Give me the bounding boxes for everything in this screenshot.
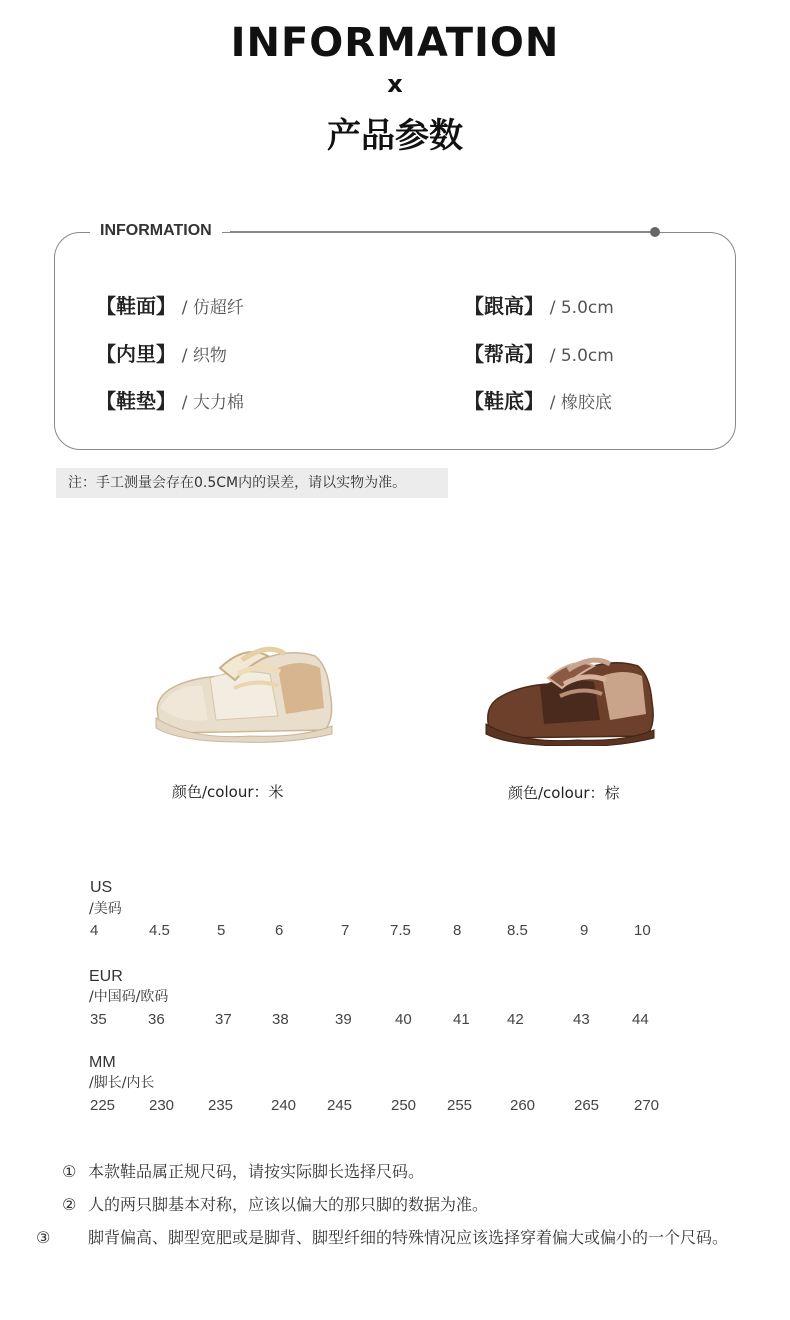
size-cell-eur: 37 [215,1011,232,1028]
page-title-english: INFORMATION [230,20,560,66]
tip-item-2 [62,1192,742,1218]
size-row-title-mm: MM [89,1054,116,1071]
size-cell-us: 4.5 [149,922,170,939]
size-cell-us: 5 [217,922,226,939]
spec-value: / 大力棉 [181,393,244,413]
spec-shaft-height [464,338,614,367]
size-row-sub-eur: /中国码/欧码 [89,989,169,1005]
size-cell-us: 8 [453,922,462,939]
tip-number: ③ [36,1228,51,1247]
spec-upper [96,290,244,319]
size-cell-mm: 260 [510,1097,536,1114]
spec-insole [96,385,244,414]
tip-number: ② [62,1195,77,1214]
size-row-sub-mm: /脚长/内长 [89,1075,155,1091]
size-cell-us: 4 [90,922,99,939]
size-cell-us: 10 [634,922,651,939]
size-cell-eur: 42 [507,1011,524,1028]
info-label: INFORMATION [90,222,222,240]
color-label-brown: 颜色/colour：棕 [508,784,620,802]
size-cell-eur: 39 [335,1011,352,1028]
size-cell-eur: 38 [272,1011,289,1028]
info-divider-line [230,231,654,232]
tip-text: 脚背偏高、脚型宽肥或是脚背、脚型纤细的特殊情况应该选择穿着偏大或偏小的一个尺码。 [88,1228,729,1247]
spec-value: / 5.0cm [549,298,614,318]
size-cell-mm: 265 [574,1097,600,1114]
page-title-chinese: 产品参数 [327,116,463,156]
spec-key: 【跟高】 [464,294,544,318]
spec-heel-height [464,290,614,319]
size-row-sub-us: /美码 [89,901,122,917]
size-cell-mm: 230 [149,1097,175,1114]
size-cell-mm: 240 [271,1097,297,1114]
size-cell-eur: 41 [453,1011,470,1028]
size-cell-eur: 44 [632,1011,649,1028]
spec-value: / 仿超纤 [181,298,244,318]
size-cell-mm: 245 [327,1097,353,1114]
spec-key: 【帮高】 [464,342,544,366]
shoe-image-beige [150,638,340,743]
size-cell-us: 7 [341,922,350,939]
spec-sole [464,385,612,414]
spec-value: / 5.0cm [549,346,614,366]
size-cell-us: 7.5 [390,922,411,939]
spec-key: 【鞋面】 [96,294,176,318]
tip-item-1 [62,1159,742,1185]
color-label-beige: 颜色/colour：米 [172,783,284,801]
size-cell-mm: 270 [634,1097,660,1114]
size-cell-eur: 43 [573,1011,590,1028]
tip-text: 本款鞋品属正规尺码，请按实际脚长选择尺码。 [88,1162,425,1181]
spec-key: 【鞋底】 [464,389,544,413]
size-cell-mm: 235 [208,1097,234,1114]
size-cell-eur: 40 [395,1011,412,1028]
info-dot [650,227,660,237]
size-cell-mm: 225 [90,1097,116,1114]
spec-value: / 织物 [181,346,227,366]
spec-key: 【内里】 [96,342,176,366]
title-separator: x [387,70,403,98]
size-cell-mm: 255 [447,1097,473,1114]
spec-key: 【鞋垫】 [96,389,176,413]
size-row-title-us: US [90,879,113,896]
spec-value: / 橡胶底 [549,393,612,413]
size-cell-mm: 250 [391,1097,417,1114]
tip-text: 人的两只脚基本对称，应该以偏大的那只脚的数据为准。 [88,1195,489,1214]
shoe-image-brown [482,650,658,746]
size-cell-eur: 35 [90,1011,107,1028]
size-cell-us: 9 [580,922,589,939]
tip-number: ① [62,1162,77,1181]
tip-item-3 [36,1225,742,1251]
size-cell-eur: 36 [148,1011,165,1028]
measurement-note: 注：手工测量会存在0.5CM内的误差，请以实物为准。 [56,468,448,498]
size-cell-us: 8.5 [507,922,528,939]
size-cell-us: 6 [275,922,284,939]
spec-lining [96,338,227,367]
size-row-title-eur: EUR [89,968,123,985]
